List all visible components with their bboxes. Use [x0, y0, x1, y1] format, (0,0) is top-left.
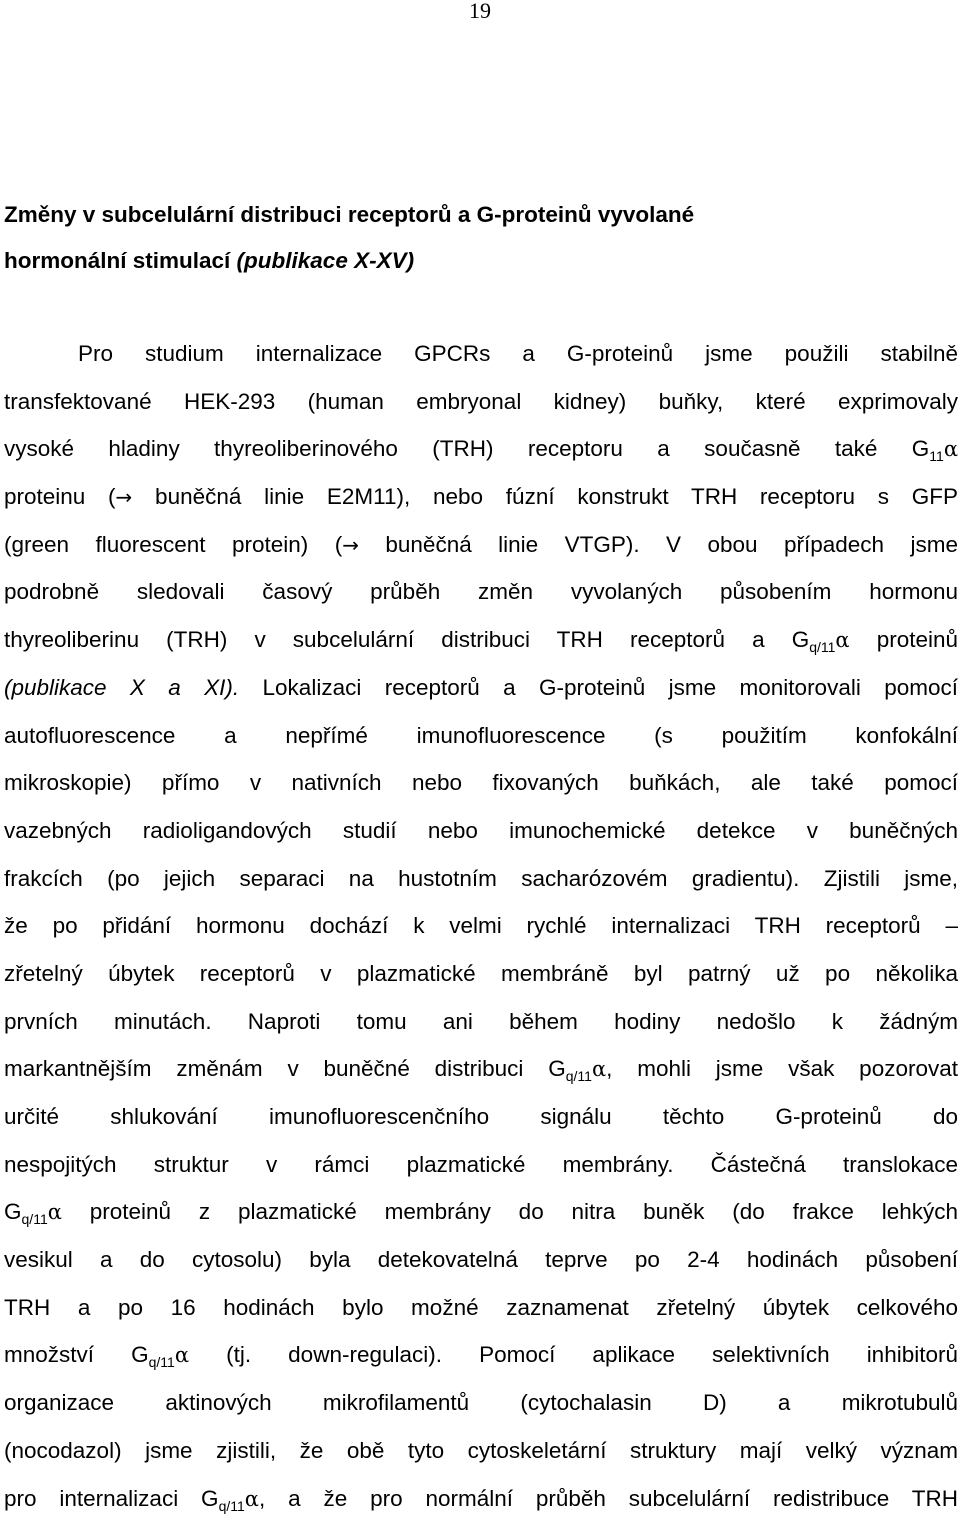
text-line: [4, 1475, 958, 1523]
text-line: nespojitých struktur v rámci plazmatické membrány. Částečná translokace: [4, 1151, 958, 1177]
text-line: [4, 473, 958, 521]
alpha-symbol: α: [244, 1486, 259, 1511]
text-line: [4, 1331, 958, 1379]
text-line: Pro studium internalizace GPCRs a G-proteinů jsme použili stabilně: [78, 341, 958, 366]
subscript: q/11: [218, 1497, 245, 1514]
arrow-icon: →: [342, 532, 359, 557]
text-line: prvních minutách. Naproti tomu ani během hodiny nedošlo k žádným: [4, 1008, 958, 1034]
text-segment: proteinu (: [4, 484, 116, 510]
heading-main-text: hormonální stimulací: [4, 248, 237, 273]
section-heading: [4, 192, 954, 284]
text-segment: G: [4, 1199, 22, 1225]
text-line: zřetelný úbytek receptorů v plazmatické membráně byl patrný už po několika: [4, 960, 958, 986]
text-segment: markantnějším změnám v buněčné distribuci G: [4, 1056, 566, 1082]
text-line: transfektované HEK-293 (human embryonal kidney) buňky, které exprimovaly: [4, 388, 958, 414]
alpha-symbol: α: [47, 1200, 62, 1225]
text-segment: vysoké hladiny thyreoliberinového (TRH) receptoru a současně také G: [4, 436, 930, 462]
alpha-symbol: α: [835, 628, 850, 653]
arrow-icon: →: [115, 485, 133, 510]
alpha-symbol: α: [591, 1057, 607, 1082]
text-line: autofluorescence a nepřímé imunofluorescence (s použitím konfokální: [4, 722, 958, 748]
body-paragraph: [4, 330, 958, 1522]
text-segment: buněčná linie VTGP). V obou případech jsme: [358, 531, 958, 557]
text-line: [4, 616, 958, 664]
text-segment: pro internalizaci G: [4, 1485, 219, 1511]
text-segment: (green fluorescent protein) (: [4, 531, 343, 557]
text-segment: thyreoliberinu (TRH) v subcelulární distribuci TRH receptorů a G: [4, 627, 810, 653]
text-line: [4, 1188, 958, 1236]
subscript: 11: [929, 448, 944, 465]
text-segment: buněčná linie E2M11), nebo fúzní konstrukt TRH receptoru s GFP: [132, 484, 958, 510]
text-segment: , mohli jsme však pozorovat: [606, 1056, 958, 1082]
publication-ref: (publikace X a XI).: [4, 674, 240, 700]
text-line: mikroskopie) přímo v nativních nebo fixovaných buňkách, ale také pomocí: [4, 770, 958, 796]
subscript: q/11: [21, 1211, 48, 1228]
text-line: [4, 425, 958, 473]
subscript: q/11: [565, 1068, 592, 1085]
subscript: q/11: [809, 639, 836, 656]
heading-line-1: Změny v subcelulární distribuci receptorů a G-proteinů vyvolané: [4, 202, 695, 227]
text-segment: , a že pro normální průběh subcelulární redistribuce TRH: [258, 1485, 958, 1511]
alpha-symbol: α: [174, 1343, 190, 1368]
text-segment: množství G: [4, 1342, 149, 1368]
text-line: organizace aktinových mikrofilamentů (cytochalasin D) a mikrotubulů: [4, 1390, 958, 1416]
text-line: určité shlukování imunofluorescenčního signálu těchto G-proteinů do: [4, 1104, 958, 1129]
text-segment: Lokalizaci receptorů a G-proteinů jsme monitorovali pomocí: [239, 674, 958, 700]
heading-publication-ref: (publikace X-XV): [236, 248, 415, 273]
text-segment: proteinů z plazmatické membrány do nitra buněk (do frakce lehkých: [61, 1199, 958, 1225]
text-line: podrobně sledovali časový průběh změn vyvolaných působením hormonu: [4, 579, 958, 605]
subscript: q/11: [148, 1354, 175, 1371]
text-line: [4, 664, 958, 712]
text-line: vesikul a do cytosolu) byla detekovatelná teprve po 2-4 hodinách působení: [4, 1247, 958, 1273]
text-segment: (tj. down-regulaci). Pomocí aplikace selektivních inhibitorů: [189, 1342, 958, 1368]
text-line: frakcích (po jejich separaci na hustotním sacharózovém gradientu). Zjistili jsme,: [4, 865, 958, 891]
alpha-symbol: α: [943, 437, 958, 462]
text-line: [4, 521, 958, 569]
text-line: vazebných radioligandových studií nebo imunochemické detekce v buněčných: [4, 817, 958, 843]
text-line: [4, 1045, 958, 1093]
heading-line-2: [4, 238, 954, 284]
text-line: (nocodazol) jsme zjistili, že obě tyto cytoskeletární struktury mají velký význam: [4, 1437, 958, 1463]
text-segment: proteinů: [849, 627, 958, 653]
text-line: TRH a po 16 hodinách bylo možné zaznamenat zřetelný úbytek celkového: [4, 1294, 958, 1320]
page-number: 19: [469, 0, 491, 23]
text-line: že po přidání hormonu dochází k velmi rychlé internalizaci TRH receptorů –: [4, 913, 958, 939]
